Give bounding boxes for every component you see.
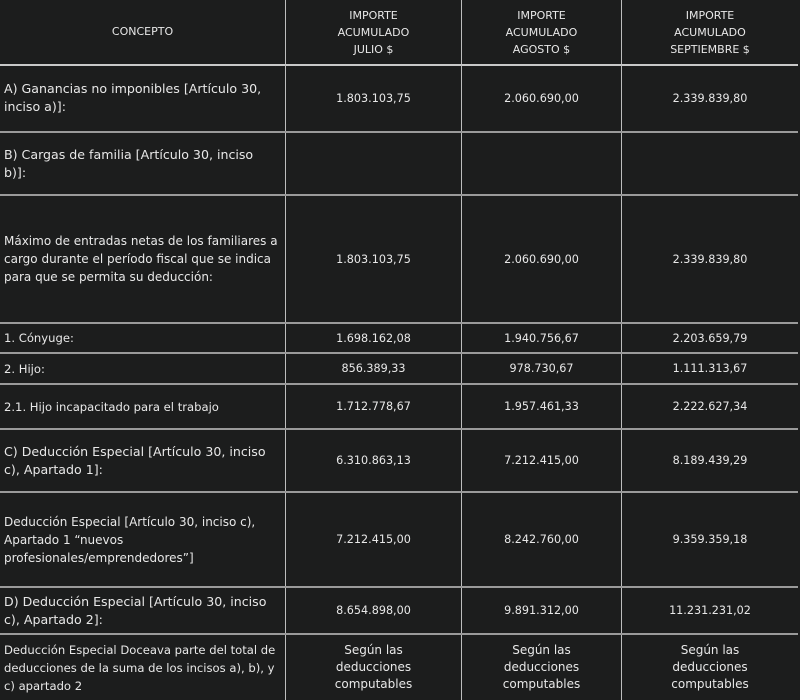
table-row — [0, 354, 798, 385]
table-row — [0, 493, 798, 588]
row-septiembre: 11.231.231,02 — [621, 588, 798, 633]
table-row — [0, 196, 798, 324]
header-septiembre-line1: IMPORTE — [685, 8, 735, 22]
header-julio-line1: IMPORTE — [349, 8, 398, 22]
header-concept: CONCEPTO — [111, 25, 174, 38]
row-concept: A) Ganancias no imponibles [Artículo 30, inciso a)]: — [4, 81, 262, 114]
header-septiembre — [621, 0, 798, 64]
header-julio — [285, 0, 461, 64]
row-julio: 1.803.103,75 — [285, 196, 461, 322]
row-agosto: 8.242.760,00 — [461, 493, 621, 586]
row-concept: 1. Cónyuge: — [4, 331, 74, 345]
table-row — [0, 65, 798, 133]
header-agosto-line3: AGOSTO $ — [512, 42, 571, 56]
row-agosto — [461, 133, 621, 194]
row-agosto: 978.730,67 — [461, 354, 621, 383]
row-agosto: 7.212.415,00 — [461, 430, 621, 491]
row-septiembre: 8.189.439,29 — [621, 430, 798, 491]
row-julio: Según las deducciones computables — [285, 635, 461, 700]
header-agosto-line1: IMPORTE — [517, 8, 566, 22]
row-septiembre — [621, 133, 798, 194]
row-septiembre: Según las deducciones computables — [621, 635, 798, 700]
header-julio-line3: JULIO $ — [353, 42, 394, 56]
header-julio-line2: ACUMULADO — [337, 25, 410, 39]
row-julio: 1.803.103,75 — [285, 65, 461, 131]
row-agosto: 2.060.690,00 — [461, 196, 621, 322]
row-julio: 6.310.863,13 — [285, 430, 461, 491]
row-julio: 7.212.415,00 — [285, 493, 461, 586]
table-row — [0, 635, 798, 700]
row-agosto: 1.957.461,33 — [461, 385, 621, 428]
row-septiembre: 2.222.627,34 — [621, 385, 798, 428]
header-septiembre-line2: ACUMULADO — [674, 25, 746, 39]
row-agosto: 9.891.312,00 — [461, 588, 621, 633]
row-julio: 1.712.778,67 — [285, 385, 461, 428]
row-agosto: 1.940.756,67 — [461, 324, 621, 352]
row-julio — [285, 133, 461, 194]
header-septiembre-line3: SEPTIEMBRE $ — [670, 42, 750, 56]
table-row — [0, 430, 798, 493]
row-concept: Deducción Especial [Artículo 30, inciso c), Apartado 1 “nuevos profesionales/emprendedores”] — [4, 514, 256, 565]
table-row — [0, 133, 798, 196]
header-agosto — [461, 0, 621, 64]
row-concept: B) Cargas de familia [Artículo 30, inciso b)]: — [4, 146, 254, 180]
row-septiembre: 2.339.839,80 — [621, 196, 798, 322]
table-row — [0, 324, 798, 354]
row-concept: Deducción Especial Doceava parte del total de deducciones de la suma de los incisos a), b), y c) apartado 2 — [4, 642, 276, 693]
row-concept: D) Deducción Especial [Artículo 30, inciso c), Apartado 2]: — [4, 593, 267, 627]
row-julio: 1.698.162,08 — [285, 324, 461, 352]
row-agosto: 2.060.690,00 — [461, 65, 621, 131]
row-septiembre: 2.203.659,79 — [621, 324, 798, 352]
header-agosto-line2: ACUMULADO — [505, 25, 578, 39]
table-row — [0, 385, 798, 430]
row-septiembre: 2.339.839,80 — [621, 65, 798, 131]
row-agosto: Según las deducciones computables — [461, 635, 621, 700]
table-header-row — [0, 0, 798, 66]
row-julio: 856.389,33 — [285, 354, 461, 383]
table-row — [0, 588, 798, 635]
row-julio: 8.654.898,00 — [285, 588, 461, 633]
row-septiembre: 9.359.359,18 — [621, 493, 798, 586]
row-concept: 2. Hijo: — [4, 361, 45, 376]
row-concept: 2.1. Hijo incapacitado para el trabajo — [4, 399, 219, 414]
row-septiembre: 1.111.313,67 — [621, 354, 798, 383]
row-concept: Máximo de entradas netas de los familiares a cargo durante el período fiscal que se indica para que se permita su deducción: — [4, 234, 278, 284]
row-concept: C) Deducción Especial [Artículo 30, inciso c), Apartado 1]: — [4, 443, 266, 477]
